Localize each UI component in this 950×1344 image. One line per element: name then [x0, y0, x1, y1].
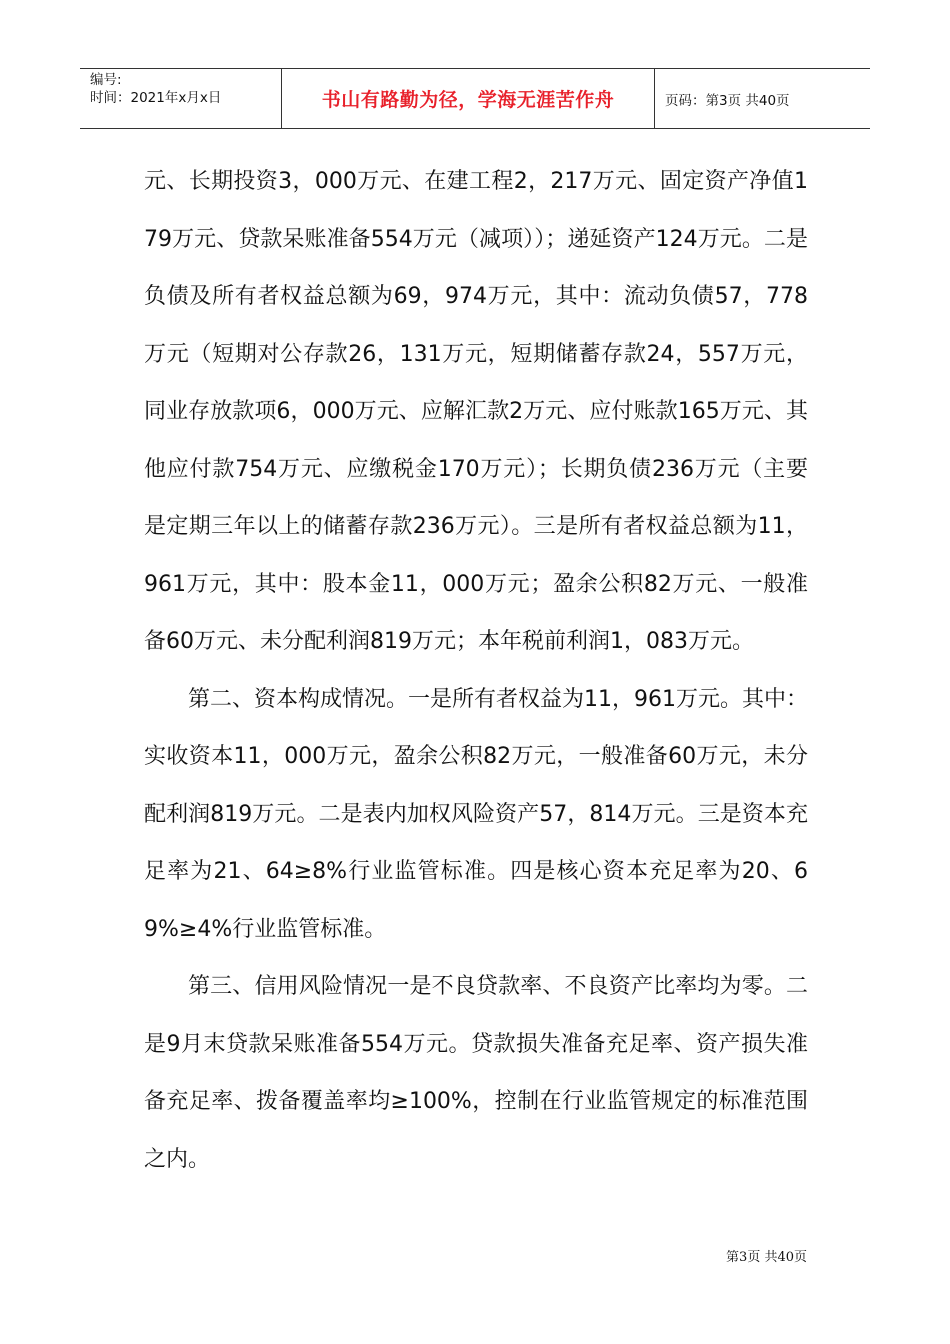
- document-body: [144, 153, 808, 1188]
- body-paragraph: 第三、信用风险情况一是不良贷款率、不良资产比率均为零。二是9月末贷款呆账准备554万元。贷款损失准备充足率、资产损失准备充足率、拨备覆盖率均≥100%，控制在行业监管规定的标准范围之内。: [144, 974, 808, 1172]
- body-paragraph: 第二、资本构成情况。一是所有者权益为11，961万元。其中：实收资本11，000万元，盈余公积82万元，一般准备60万元，未分配利润819万元。二是表内加权风险资产57，814万元。三是资本充足率为21、64≥8%行业监管标准。四是核心资本充足率为20、69%≥4%行业监管标准。: [144, 686, 808, 942]
- page-footer: 第3页 共40页: [726, 1250, 807, 1265]
- body-paragraph: 元、长期投资3，000万元、在建工程2，217万元、固定资产净值179万元、贷款呆账准备554万元（减项））；递延资产124万元。二是负债及所有者权益总额为69，974万元，其中：流动负债57，778万元（短期对公存款26，131万元，短期储蓄存款24，557万元，同业存放款项6，000万元、应解汇款2万元、应付账款165万元、其他应付款754万元、应缴税金170万元）；长期负债236万元（主要是定期三年以上的储蓄存款236万元）。三是所有者权益总额为11，961万元，其中：股本金11，000万元；盈余公积82万元、一般准备60万元、未分配利润819万元；本年税前利润1，083万元。: [144, 169, 808, 654]
- header-page-info: 页码：第3页 共40页: [665, 92, 790, 109]
- document-time-label: 时间：2021年x月x日: [90, 90, 222, 106]
- header-meta: [80, 69, 282, 128]
- document-number-label: 编号:: [90, 72, 122, 88]
- page-header: [80, 68, 870, 129]
- header-motto: 书山有路勤为径，学海无涯苦作舟: [282, 69, 655, 128]
